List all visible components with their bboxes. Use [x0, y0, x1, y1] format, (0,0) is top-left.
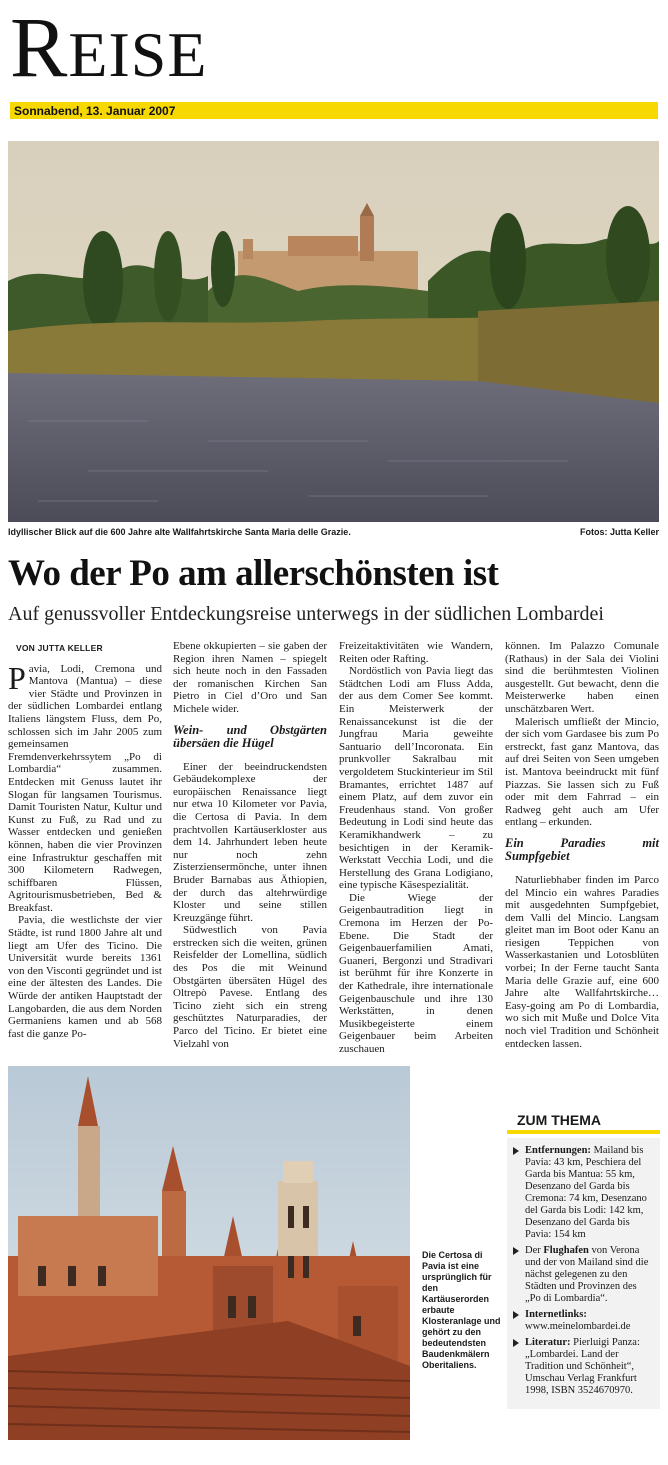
photo-credit: Fotos: Jutta Keller — [579, 527, 659, 537]
masthead — [10, 0, 658, 118]
main-photo-caption-row — [8, 527, 659, 537]
main-photo-lake-church — [8, 141, 659, 522]
paragraph: Pavia, die westlichste der vier Städte, ist rund 1800 Jahre alt und liegt am Ufer des Ticino. Die Universität wurde bereits 1361 von den Visconti gegründet und ist eine der ältesten des Landes. Die Würde der antiken Hauptstadt der Langobarden, die aus dem Norden Germaniens kamen und ab 568 fast die ganze Po- — [8, 914, 162, 1040]
article-column-3 — [339, 640, 493, 1056]
zum-thema-title: ZUM THEMA — [507, 1110, 660, 1134]
zum-thema-content — [507, 1138, 660, 1409]
paragraph: Nordöstlich von Pavia liegt das Städtchen Lodi am Fluss Adda, der aus dem Comer See kommt. Ein Meisterwerk der Renaissancekunst ist die der Jungfrau Maria geweihte Santuario dell’Incoronata. Ein prunkvoller Sakralbau mit vergoldetem Stuckinterieur im Stil Bramantes, errichtet 1487 auf einem Platz, auf dem zuvor ein Freudenhaus stand. Von großer Bedeutung in Lodi sind heute das Keramikhandwerk – zu besichtigen in der Keramik-Werkstatt Vecchia Lodi, und die Herstellung des Grana Lodigiano, eine typische Käsespezialität. — [339, 665, 493, 892]
article-column-2 — [173, 640, 327, 1050]
paragraph: Die Wiege der Geigenbautradition liegt in Cremona im Herzen der Po-Ebene. Die Stadt der Geigenbauerfamilien Amati, Guaneri, Bergonzi und Stradivari ist berühmt für ihre Konzerte in der Kathedrale, ihre internationale Geigenbauschule und ihre 130 Werkstätten, in denen Musikbegeisterte einem Geigenbauer beim Arbeiten zuschauen — [339, 891, 493, 1055]
issue-date: Sonnabend, 13. Januar 2007 — [14, 104, 176, 118]
paragraph: Naturliebhaber finden im Parco del Mincio ein wahres Paradies mit ausgedehnten Sumpfgebiet, dem Valli del Mincio. Langsam gleitet man im Boot oder Kanu an riesigen Teppichen von Wasserkastanien und Lotosblüten vorbei; In der Ferne taucht Santa Maria delle Grazie auf, eine 600 Jahre alte Wallfahrtskirche… Easy-going am Po di Lombardia, wo sich mit Muße und Dolce Vita noch viel Tradition und Schönheit entdecken lassen. — [505, 873, 659, 1050]
website-link[interactable]: www.meinelombardei.de — [525, 1321, 631, 1332]
section-subheading: Ein Paradies mit Sumpfgebiet — [505, 835, 659, 864]
section-subheading: Wein- und Obstgärten übersäen die Hügel — [173, 722, 327, 751]
info-item-literature: Literatur: Pierluigi Panza: „Lombardei. Land der Tradition und Schönheit“, Umschau Verlag Frankfurt 1998, ISBN 3524670970. — [513, 1337, 654, 1397]
info-item-internetlinks: Internetlinks: www.meinelombardei.de — [513, 1309, 654, 1333]
drop-cap: P — [8, 659, 26, 696]
paragraph: Ebene okkupierten – sie gaben der Region ihren Namen – spiegelt sich heute noch in den Fassaden der romanischen Kirchen San Pietro in Ciel d’Oro und San Michele wider. — [173, 640, 327, 715]
article-column-1 — [8, 640, 162, 1040]
lake-landscape-image — [8, 141, 659, 522]
article-headline: Wo der Po am allerschönsten ist — [8, 553, 499, 594]
paragraph: Südwestlich von Pavia erstrecken sich die weiten, grünen Reisfelder der Lomellina, südlich des Pos die mit Weinund Obstgärten übersäten Hügel des Oltrepò Pavese. Entlang des Ticino zieht sich ein streng geschütztes Naturparadies, der Parco del Ticino. Er bietet eine Vielzahl von — [173, 924, 327, 1050]
certosa-towers-image — [8, 1066, 410, 1440]
zum-thema-box — [507, 1110, 660, 1409]
paragraph: können. Im Palazzo Comunale (Rathaus) in der Sala dei Violini sind die berühmtesten Violinen ausgestellt. Gut bewacht, denn die Meisterwerke haben einen unschätzbaren Wert. — [505, 640, 659, 715]
main-photo-caption: Idyllischer Blick auf die 600 Jahre alte Wallfahrtskirche Santa Maria delle Grazie. — [8, 527, 351, 537]
paragraph: Pavia, Lodi, Cremona und Mantova (Mantua) – diese vier Städte und Provinzen in der südlichen Lombardei entlang Italiens längstem Fluss, dem Po, schlossen sich im Jahr 2005 zum gemeinsamen Fremdenverkehrssytem „Po di Lombardia“ zusammen. Entdecken mit Genuss lautet ihr Slogan für langsamen Tourismus. Damit Touristen Natur, Kultur und Kunst zu Fuß, zu Rad und zu Wasser entdecken und genießen können, haben die vier Provinzen eine Infrastruktur geschaffen mit 300 Kilometern Radwegen, schiffbaren Flüssen, Agritourismusbetrieben, Bed & Breakfast. — [8, 659, 162, 914]
bullet-arrow-icon — [513, 1147, 519, 1155]
paragraph: Malerisch umfließt der Mincio, der sich vom Gardasee bis zum Po erstreckt, fast ganz Mantova, das auf drei Seiten von Seen umgeben ist. Mantova beeindruckt mit fünf Piazzas. Sie lassen sich zu Fuß oder mit dem Fahrrad – ein Radweg geht auch am Ufer entlang – erkunden. — [505, 715, 659, 829]
info-item-airport: Der Flughafen von Verona und der von Mailand sind die nächst gelegenen zu den Städten und Provinzen des „Po di Lombardia“. — [513, 1245, 654, 1305]
section-title: REISE — [10, 0, 208, 95]
dateline-bar — [10, 102, 658, 119]
byline: VON JUTTA KELLER — [16, 643, 103, 653]
certosa-photo — [8, 1066, 410, 1440]
bullet-arrow-icon — [513, 1247, 519, 1255]
info-item-distances: Entfernungen: Mailand bis Pavia: 43 km, Peschiera del Garda bis Mantua: 55 km, Desenzano del Garda bis Cremona: 74 km, Desenzano del Garda bis Lodi: 142 km, Desenzano del Garda bis Pavia: 154 km — [513, 1145, 654, 1241]
paragraph: Einer der beeindruckendsten Gebäudekomplexe der europäischen Renaissance liegt nur etwa 10 Kilometer vor Pavia, die Certosa di Pavia. In dem prachtvollen Kartäuserkloster aus dem 14. Jahrhundert leben heute nur noch zehn Zisterziensermönche, unter ihnen Bruder Barnabas aus Äthiopien, der durch das altehrwürdige Kloster und seine stillen Kreuzgänge führt. — [173, 760, 327, 924]
paragraph: Freizeitaktivitäten wie Wandern, Reiten oder Rafting. — [339, 640, 493, 665]
article-column-4 — [505, 640, 659, 1050]
bullet-arrow-icon — [513, 1311, 519, 1319]
bullet-arrow-icon — [513, 1339, 519, 1347]
article-subheadline: Auf genussvoller Entdeckungsreise unterwegs in der südlichen Lombardei — [8, 603, 604, 625]
certosa-photo-caption: Die Certosa di Pavia ist eine ursprünglich für den Kartäuserorden erbaute Klosteranlage und gehört zu den bedeutendsten Baudenkmälern Oberitaliens. — [422, 1250, 501, 1370]
